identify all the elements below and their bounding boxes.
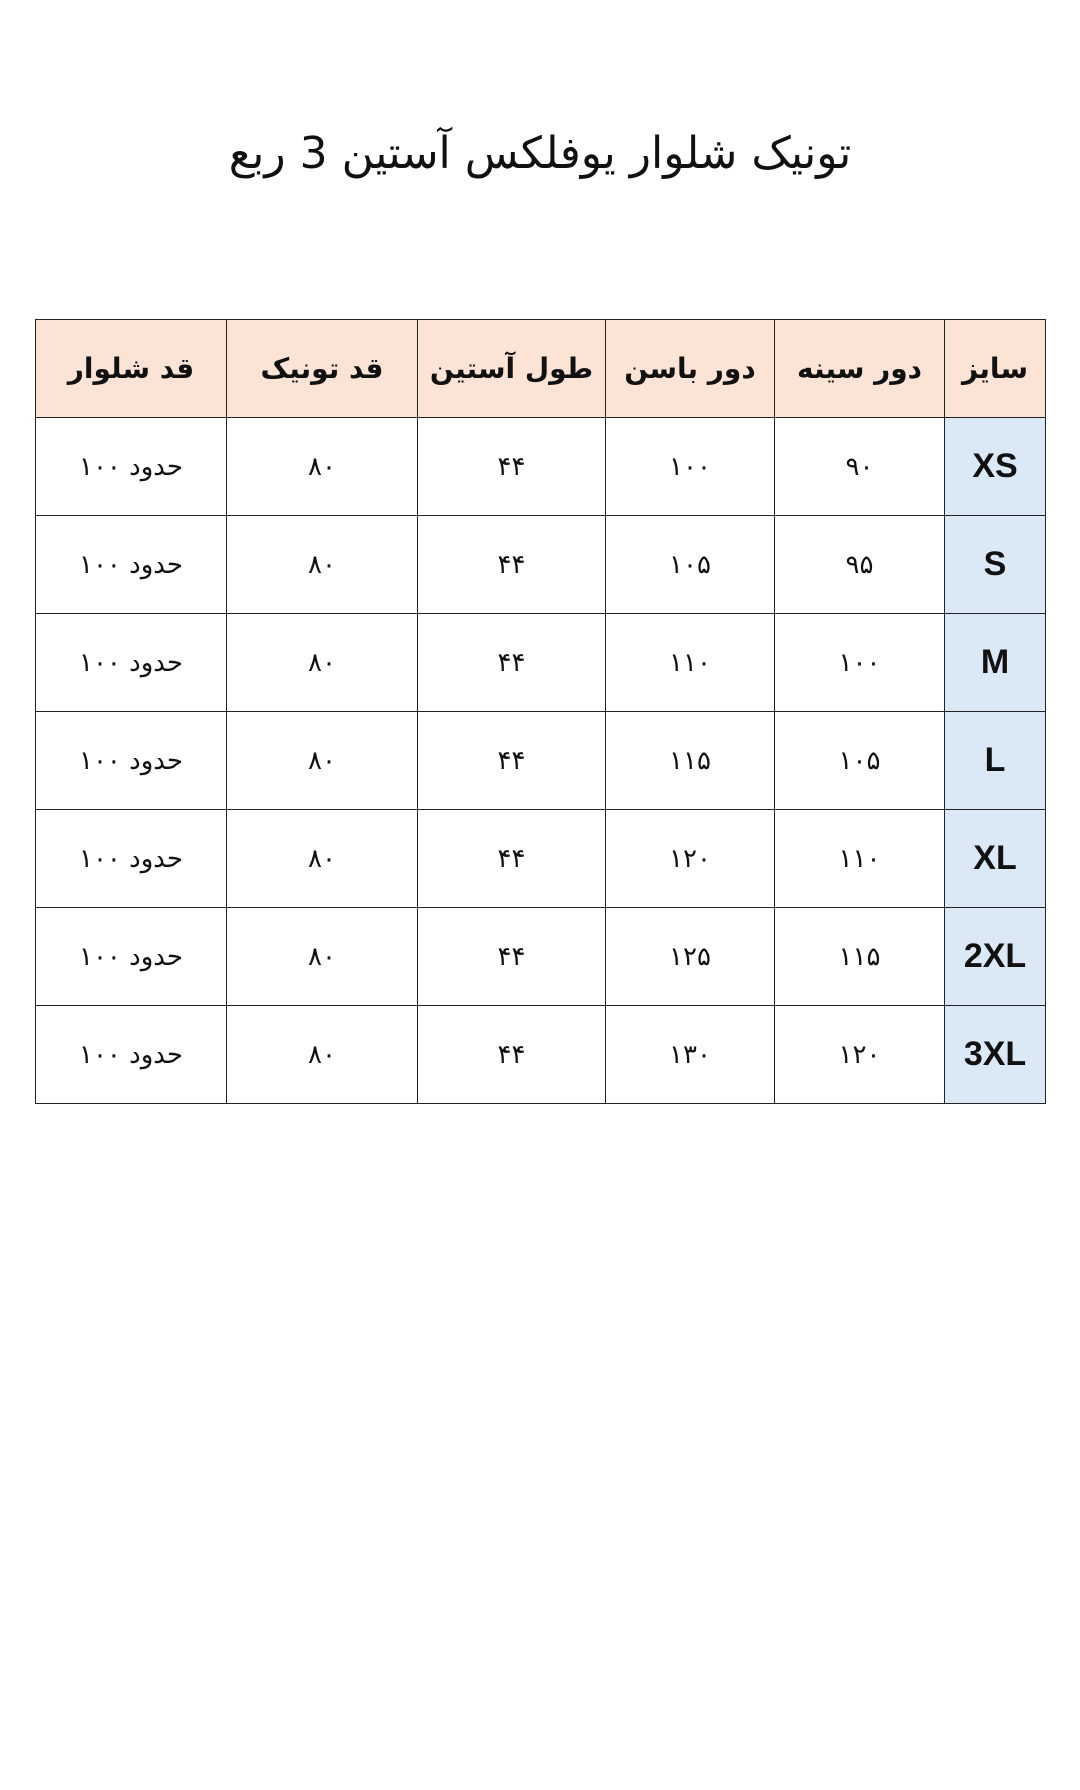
table-row bbox=[36, 418, 1046, 516]
pants-cell: حدود ۱۰۰ bbox=[36, 614, 227, 712]
header-sleeve-length: طول آستین bbox=[418, 320, 606, 418]
hip-cell: ۱۲۵ bbox=[606, 908, 775, 1006]
hip-cell: ۱۰۵ bbox=[606, 516, 775, 614]
size-cell: S bbox=[945, 516, 1046, 614]
header-size: سایز bbox=[945, 320, 1046, 418]
pants-cell: حدود ۱۰۰ bbox=[36, 516, 227, 614]
page-title: تونیک شلوار یوفلکس آستین 3 ربع bbox=[228, 128, 852, 179]
size-cell: XL bbox=[945, 810, 1046, 908]
tunic-cell: ۸۰ bbox=[227, 810, 418, 908]
chest-cell: ۱۰۰ bbox=[775, 614, 945, 712]
table-row bbox=[36, 810, 1046, 908]
chest-cell: ۹۰ bbox=[775, 418, 945, 516]
sleeve-cell: ۴۴ bbox=[418, 908, 606, 1006]
hip-cell: ۱۰۰ bbox=[606, 418, 775, 516]
pants-cell: حدود ۱۰۰ bbox=[36, 418, 227, 516]
tunic-cell: ۸۰ bbox=[227, 908, 418, 1006]
sleeve-cell: ۴۴ bbox=[418, 712, 606, 810]
size-cell: L bbox=[945, 712, 1046, 810]
sleeve-cell: ۴۴ bbox=[418, 810, 606, 908]
chest-cell: ۱۰۵ bbox=[775, 712, 945, 810]
sleeve-cell: ۴۴ bbox=[418, 516, 606, 614]
hip-cell: ۱۱۰ bbox=[606, 614, 775, 712]
tunic-cell: ۸۰ bbox=[227, 712, 418, 810]
pants-cell: حدود ۱۰۰ bbox=[36, 1006, 227, 1104]
sleeve-cell: ۴۴ bbox=[418, 1006, 606, 1104]
tunic-cell: ۸۰ bbox=[227, 418, 418, 516]
hip-cell: ۱۲۰ bbox=[606, 810, 775, 908]
chest-cell: ۱۲۰ bbox=[775, 1006, 945, 1104]
pants-cell: حدود ۱۰۰ bbox=[36, 908, 227, 1006]
hip-cell: ۱۱۵ bbox=[606, 712, 775, 810]
header-tunic-length: قد تونیک bbox=[227, 320, 418, 418]
pants-cell: حدود ۱۰۰ bbox=[36, 712, 227, 810]
sleeve-cell: ۴۴ bbox=[418, 614, 606, 712]
pants-cell: حدود ۱۰۰ bbox=[36, 810, 227, 908]
table-row bbox=[36, 908, 1046, 1006]
size-chart-table bbox=[35, 319, 1046, 1104]
header-hip: دور باسن bbox=[606, 320, 775, 418]
hip-cell: ۱۳۰ bbox=[606, 1006, 775, 1104]
sleeve-cell: ۴۴ bbox=[418, 418, 606, 516]
chest-cell: ۹۵ bbox=[775, 516, 945, 614]
header-pants-length: قد شلوار bbox=[36, 320, 227, 418]
size-cell: M bbox=[945, 614, 1046, 712]
header-chest: دور سینه bbox=[775, 320, 945, 418]
tunic-cell: ۸۰ bbox=[227, 614, 418, 712]
chest-cell: ۱۱۵ bbox=[775, 908, 945, 1006]
table-header-row bbox=[36, 320, 1046, 418]
tunic-cell: ۸۰ bbox=[227, 516, 418, 614]
chest-cell: ۱۱۰ bbox=[775, 810, 945, 908]
size-cell: 2XL bbox=[945, 908, 1046, 1006]
size-cell: 3XL bbox=[945, 1006, 1046, 1104]
table-row bbox=[36, 1006, 1046, 1104]
size-cell: XS bbox=[945, 418, 1046, 516]
tunic-cell: ۸۰ bbox=[227, 1006, 418, 1104]
table-row bbox=[36, 614, 1046, 712]
table-row bbox=[36, 516, 1046, 614]
table-row bbox=[36, 712, 1046, 810]
